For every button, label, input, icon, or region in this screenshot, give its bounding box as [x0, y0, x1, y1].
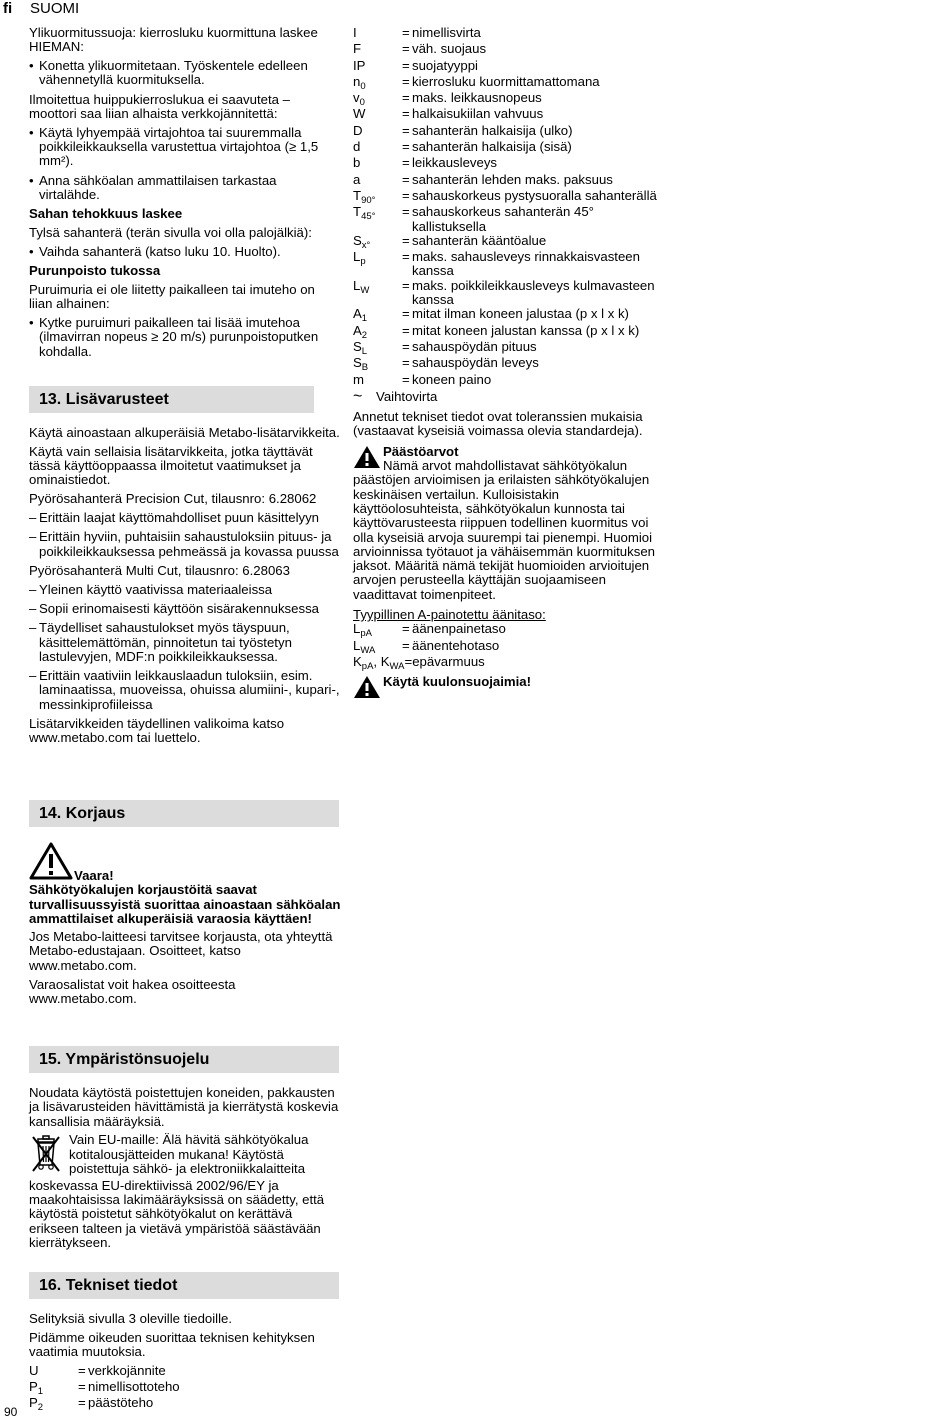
paragraph: Lisätarvikkeiden täydellinen valikoima katso www.metabo.com tai luettelo.: [29, 716, 285, 746]
legend-row: $v_0$ = maks. leikkausnopeus: [353, 91, 665, 107]
legend-row: m = koneen paino: [353, 373, 665, 389]
warning-triangle-icon: [29, 842, 73, 883]
legend-row: $T_{45^\circ}$ = sahauskorkeus sahanterän 45° kallistuksella: [353, 205, 665, 234]
ac-legend-row: [353, 387, 665, 405]
page-number: 90: [4, 1405, 18, 1419]
legend-symbol: $n_0$: [353, 73, 366, 92]
tolerance-text: Annetut tekniset tiedot ovat toleranssien mukaisia (vastaavat kyseisiä voimassa olevia standardeja).: [353, 409, 643, 439]
bullet-text: Käytä lyhyempää virtajohtoa tai suuremmalla poikkileikkauksella varustettua virtajohtoa: [39, 124, 302, 155]
emission-text: Nämä arvot mahdollistavat sähkötyökalun: [383, 458, 628, 474]
paragraph: Pidämme oikeuden suorittaa teknisen kehityksen vaatimia muutoksia.: [29, 1329, 315, 1360]
legend-row: $n_0$ = kierrosluku kuormittamattomana: [353, 75, 665, 91]
legend-row: W = halkaisukiilan vahvuus: [353, 107, 665, 123]
legend-row: $L_{WA}$ = äänentehotaso: [353, 639, 665, 655]
bullet-item: • Kytke puruimuri paikalleen tai lisää imutehoa (ilmavirran nopeus ≥ 20 m/s) purunpoistoputken kohdalla.: [29, 316, 341, 359]
legend-description: sahanterän halkaisija (ulko): [412, 122, 573, 138]
legend-row: $L_W$ = maks. poikkileikkausleveys kulmavasteen kanssa: [353, 279, 665, 308]
legend-symbol: m: [353, 371, 364, 387]
ear-protection-warning: [353, 675, 665, 702]
legend-description: mitat koneen jalustan kanssa (p x l x k): [412, 322, 640, 338]
paragraph: Selityksiä sivulla 3 oleville tiedoille.: [29, 1311, 233, 1326]
paragraph: Käytä vain sellaisia lisätarvikkeita, jotka täyttävät tässä käyttöoppaassa ilmoitetut vaatimukset ja ominaistiedot.: [29, 443, 313, 488]
section-heading-13: 13. Lisävarusteet: [29, 386, 314, 413]
legend-symbol: d: [353, 139, 361, 155]
dash-item: – Erittäin laajat käyttömahdolliset puun käsittelyyn: [29, 509, 320, 525]
eu-note-text: Vain EU-maille: Älä hävitä sähkötyökalua kotitalousjätteiden mukana! Käytöstä poistettuja sähkö- ja elektroniikkalaitteita: [69, 1132, 309, 1176]
legend-symbol: $T_{90^\circ}$: [353, 187, 376, 206]
uncertainty-row: $K_{pA}$, $K_{WA}=epävarmuus$: [353, 653, 485, 672]
dash-item: – Täydelliset sahaustulokset myös täyspuun, käsittelemättömän, pinnoitetun tai työstetyn lastulevyjen, MDF:n poikkileikkauksessa.: [29, 620, 292, 664]
legend-row: D = sahanterän halkaisija (ulko): [353, 124, 665, 140]
technical-data-section: [29, 1312, 341, 1413]
section-heading-15: 15. Ympäristönsuojelu: [29, 1046, 339, 1073]
legend-row: a = sahanterän lehden maks. paksuus: [353, 173, 665, 189]
legend-row: $S_B$ = sahauspöydän leveys: [353, 356, 665, 372]
dash-item: – Erittäin hyviin, puhtaisiin sahaustuloksiin pituus- ja poikkileikkauksessa pehmeässä ja kovassa puussa: [29, 529, 339, 559]
legend-symbol: $v_0$: [353, 90, 365, 109]
legend-row: b = leikkausleveys: [353, 156, 665, 172]
legend-symbol: $L_{pA}$: [353, 621, 372, 640]
section-heading-14: 14. Korjaus: [29, 800, 339, 827]
paragraph: Ilmoitettua huippukierroslukua ei saavuteta – moottori saa liian alhaista verkkojännitettä:: [29, 91, 290, 121]
legend-symbol: $T_{45^\circ}$: [353, 204, 376, 223]
legend-description: halkaisukiilan vahvuus: [412, 106, 544, 122]
paragraph: Jos Metabo-laitteesi tarvitsee korjausta, ota yhteyttä Metabo-edustajaan. Osoitteet, katso www.metabo.com.: [29, 929, 333, 973]
legend-row: $L_{pA}$ = äänenpainetaso: [353, 622, 665, 638]
legend-description: sahanterän halkaisija (sisä): [412, 139, 572, 155]
legend-symbol: W: [353, 106, 366, 122]
legend-description: maks. poikkileikkausleveys kulmavasteen kanssa: [412, 277, 655, 308]
eu-note-text-continued: koskevassa EU-direktiivissä 2002/96/EY ja maakohtaisissa lakimääräyksissä on säädetty, että käytöstä poistetut sähkötyökalut on kerättävä erikseen talteen ja vietävä ympäristöä säästävään kierrätykseen.: [29, 1177, 325, 1250]
legend-row: $S_{x^\circ}$ = sahanterän kääntöalue: [353, 234, 665, 250]
ac-label: Vaihtovirta: [376, 388, 438, 404]
paragraph: Pyörösahanterä Multi Cut, tilausnro: 6.28063: [29, 562, 290, 578]
legend-description: päästöteho: [88, 1395, 154, 1411]
legend-symbol: $A_2$: [353, 322, 368, 341]
legend-symbol: $S_L$: [353, 338, 368, 357]
emission-title: Päästöarvot: [383, 443, 459, 459]
paragraph: Varaosalistat voit hakea osoitteesta www.metabo.com.: [29, 976, 236, 1006]
eu-disposal-note: [29, 1133, 341, 1250]
legend-row: $P_1$ = nimellisottoteho: [29, 1380, 341, 1396]
bullet-item: • Anna sähköalan ammattilaisen tarkastaa virtalähde.: [29, 174, 341, 203]
legend-symbol: $A_1$: [353, 306, 368, 325]
legend-description: koneen paino: [412, 371, 492, 387]
legend-description: nimellisvirta: [412, 25, 481, 40]
legend-row: I = nimellisvirta: [353, 26, 665, 42]
legend-description: nimellisottoteho: [88, 1379, 180, 1395]
legend-description: maks. leikkausnopeus: [412, 90, 542, 106]
symbol-legend: [353, 26, 665, 389]
legend-symbol: a: [353, 171, 361, 187]
legend-description: maks. sahausleveys rinnakkaisvasteen kanssa: [412, 249, 640, 279]
repair-section: [29, 842, 341, 1011]
bullet-item: • Vaihda sahanterä (katso luku 10. Huolto).: [29, 245, 341, 259]
danger-label: Vaara!: [74, 868, 114, 883]
legend-symbol: $L_p$: [353, 249, 366, 268]
emission-text-continued: päästöjen arvioimisen ja erilaisten sähkötyökalujen keskinäisen vertailun. Kulloisistakin käyttöolosuhteista, sähkötyökalun kunnosta tai käyttövarusteesta riippuen todellinen kuormitus voi olla kyseisiä arvoja suurempi tai pienempi. Huomioi arvioinnissa työtauot ja vähäisemmän kuormituksen jaksot. Määritä nämä tekijät huomioiden arvioitujen arvojen perusteella käyttäjän suojaamiseen vaadittavat toimenpiteet.: [353, 472, 655, 602]
legend-description: verkkojännite: [88, 1362, 166, 1378]
language-name: SUOMI: [30, 0, 80, 17]
paragraph: Tylsä sahanterä (terän sivulla voi olla palojälkiä):: [29, 225, 312, 241]
legend-description: äänenpainetaso: [412, 621, 506, 637]
legend-description: sahanterän kääntöalue: [412, 232, 547, 248]
bullet-item: • Konetta ylikuormitetaan. Työskentele edelleen vähennetyllä kuormituksella.: [29, 59, 341, 88]
legend-symbol: U: [29, 1362, 39, 1378]
legend-symbol: $S_B$: [353, 355, 369, 374]
danger-text: Sähkötyökalujen korjaustöitä saavat turvallisuussyistä suorittaa ainoastaan sähköalan ammattilaiset alkuperäisiä varaosia käyttäen!: [29, 882, 341, 926]
legend-description: äänentehotaso: [412, 637, 500, 653]
ac-symbol: ~: [353, 387, 363, 405]
legend-description: suojatyyppi: [412, 57, 478, 73]
bullet-item: [29, 126, 341, 169]
legend-symbol: IP: [353, 57, 366, 73]
subheading: Sahan tehokkuus laskee: [29, 206, 183, 222]
danger-warning: [29, 842, 341, 926]
noise-title: Tyypillinen A-painotettu äänitaso:: [353, 606, 546, 622]
legend-row: F = väh. suojaus: [353, 42, 665, 58]
warning-triangle-icon: [353, 675, 383, 702]
paragraph: Pyörösahanterä Precision Cut, tilausnro: 6.28062: [29, 491, 317, 507]
legend-symbol: I: [353, 25, 357, 40]
legend-row: $P_2$ = päästöteho: [29, 1396, 341, 1412]
dash-item: – Erittäin vaativiin leikkauslaadun tuloksiin, esim. laminaatissa, muoveissa, ohuissa alumiini-, kupari-, messinkiprofiileissa: [29, 668, 340, 712]
legend-column: [353, 26, 665, 702]
legend-row: $A_1$ = mitat ilman koneen jalustaa (p x l x k): [353, 307, 665, 323]
tech-legend-list: [29, 1364, 341, 1413]
troubleshooting-section: [29, 26, 341, 364]
language-code: fi: [3, 0, 13, 17]
legend-description: kierrosluku kuormittamattomana: [412, 73, 600, 89]
legend-symbol: $P_1$: [29, 1379, 44, 1398]
subheading: Purunpoisto tukossa: [29, 263, 161, 279]
emission-values: [353, 445, 665, 602]
legend-row: $S_L$ = sahauspöydän pituus: [353, 340, 665, 356]
warning-triangle-icon: [353, 445, 383, 474]
dash-item: – Sopii erinomaisesti käyttöön sisärakennuksessa: [29, 600, 320, 616]
environment-section: [29, 1086, 341, 1250]
legend-row: d = sahanterän halkaisija (sisä): [353, 140, 665, 156]
legend-row: $T_{90^\circ}$ = sahauskorkeus pystysuoralla sahanterällä: [353, 189, 665, 205]
legend-symbol: $L_{WA}$: [353, 637, 376, 656]
legend-symbol: $P_2$: [29, 1395, 44, 1414]
paragraph: Noudata käytöstä poistettujen koneiden, pakkausten ja lisävarusteiden hävittämistä ja kierrätystä koskevia kansallisia määräyksiä.: [29, 1085, 339, 1129]
legend-symbol: b: [353, 155, 361, 171]
legend-symbol: $L_W$: [353, 277, 370, 296]
accessories-section: [29, 426, 341, 750]
legend-row: IP = suojatyyppi: [353, 59, 665, 75]
legend-row: $A_2$ = mitat koneen jalustan kanssa (p x l x k): [353, 324, 665, 340]
legend-description: mitat ilman koneen jalustaa (p x l x k): [412, 306, 629, 322]
legend-row: U = verkkojännite: [29, 1364, 341, 1380]
paragraph: Ylikuormitussuoja: kierrosluku kuormittuna laskee HIEMAN:: [29, 25, 318, 55]
noise-legend: [353, 622, 665, 655]
section-heading-16: 16. Tekniset tiedot: [29, 1272, 339, 1299]
legend-description: sahauskorkeus sahanterän 45° kallistuksella: [412, 204, 594, 234]
paragraph: Puruimuria ei ole liitetty paikalleen tai imuteho on liian alhainen:: [29, 281, 315, 312]
legend-description: leikkausleveys: [412, 155, 498, 171]
legend-description: väh. suojaus: [412, 41, 487, 57]
ear-protection-text: Käytä kuulonsuojaimia!: [383, 674, 532, 690]
legend-description: sahauspöydän pituus: [412, 338, 537, 354]
legend-symbol: $S_{x^\circ}$: [353, 232, 371, 251]
legend-symbol: D: [353, 122, 363, 138]
legend-row: $L_p$ = maks. sahausleveys rinnakkaisvasteen kanssa: [353, 250, 665, 279]
legend-description: sahauspöydän leveys: [412, 355, 539, 371]
legend-description: sahanterän lehden maks. paksuus: [412, 171, 613, 187]
crossed-bin-icon: [29, 1133, 69, 1178]
legend-description: sahauskorkeus pystysuoralla sahanterällä: [412, 187, 657, 203]
dash-item: – Yleinen käyttö vaativissa materiaaleissa: [29, 581, 273, 597]
legend-symbol: F: [353, 41, 362, 57]
paragraph: Käytä ainoastaan alkuperäisiä Metabo-lisätarvikkeita.: [29, 425, 340, 440]
bullet-text-tail: (≥ 1,5 mm²).: [39, 139, 319, 169]
